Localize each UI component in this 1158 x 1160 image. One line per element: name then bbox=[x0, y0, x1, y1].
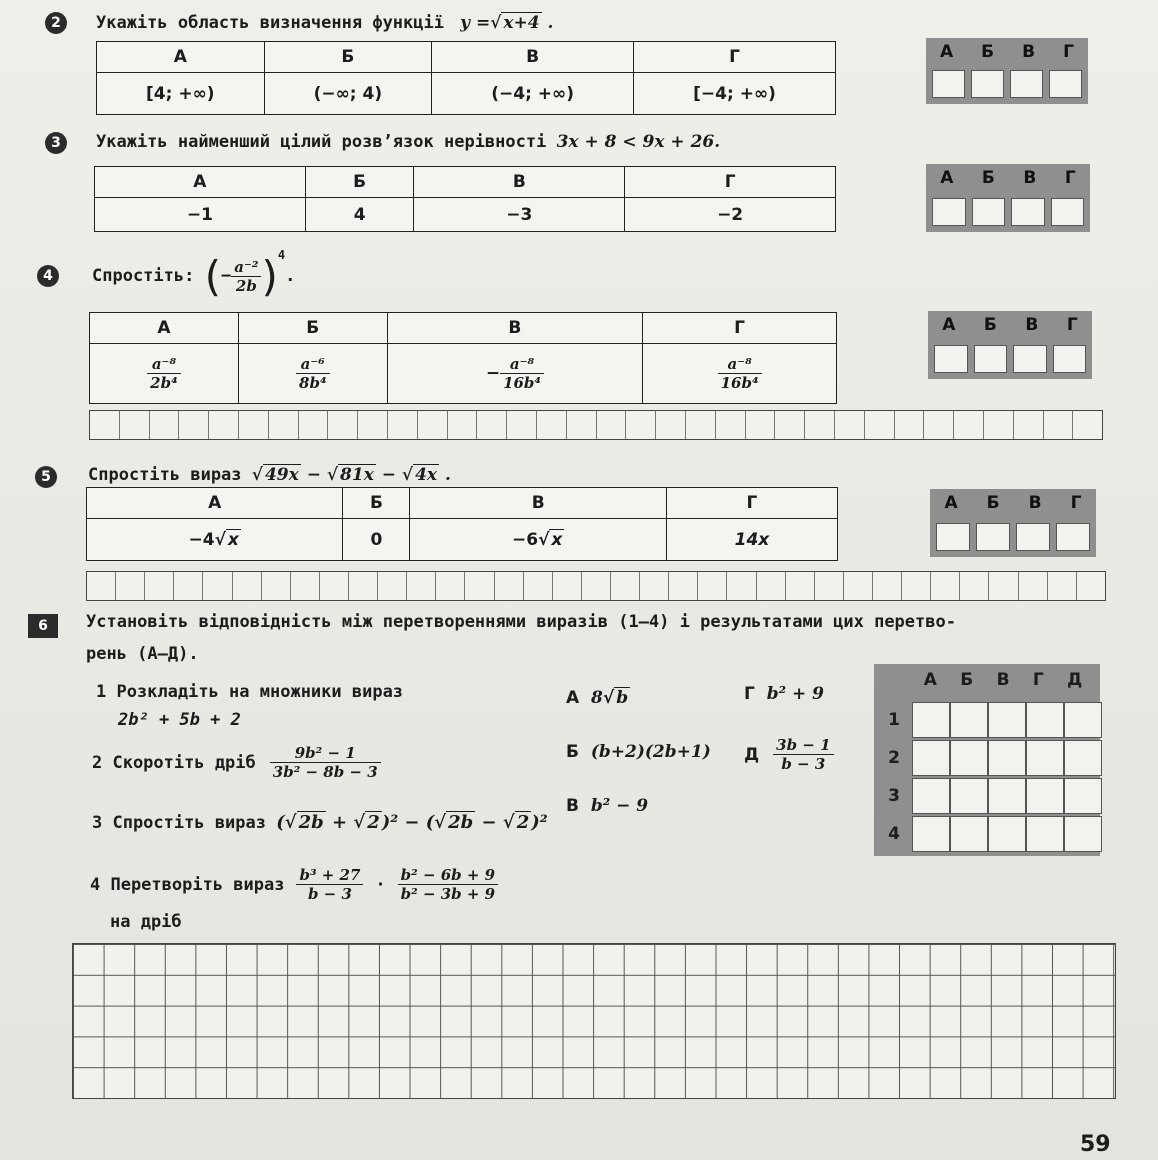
result-d-numerator: 3b − 1 bbox=[773, 736, 833, 755]
option-b[interactable] bbox=[238, 344, 387, 404]
question-5-number: 5 bbox=[35, 466, 57, 488]
option-denominator: 8b⁴ bbox=[299, 374, 327, 392]
option-fraction bbox=[500, 355, 544, 392]
question-3-formula: 3x + 8 < 9x + 26. bbox=[556, 132, 721, 152]
fraction-denominator: 2b bbox=[235, 276, 257, 295]
work-cell[interactable] bbox=[1077, 572, 1105, 600]
option-g[interactable] bbox=[666, 519, 837, 561]
left-paren: ( bbox=[204, 251, 221, 301]
option-header-a: А bbox=[95, 167, 306, 198]
question-6-text-line-1: Установіть відповідність між перетвореннями виразів (1–4) і результатами цих перетво- bbox=[86, 612, 956, 632]
item-4-text: 4 Перетворіть вираз bbox=[90, 874, 285, 895]
result-g-label: Г bbox=[744, 684, 755, 704]
formula-end: . bbox=[444, 465, 451, 485]
item-2-text: 2 Скоротіть дріб bbox=[92, 752, 256, 773]
work-cell[interactable] bbox=[597, 411, 627, 439]
item-3-middle: )² − ( bbox=[381, 812, 435, 833]
expr-power: 4 bbox=[277, 248, 286, 262]
work-cell[interactable] bbox=[716, 411, 746, 439]
work-cell[interactable] bbox=[495, 572, 524, 600]
option-header-b: Б bbox=[305, 167, 414, 198]
grid-row-4: 4 bbox=[888, 824, 900, 844]
work-cell[interactable] bbox=[640, 572, 669, 600]
work-cell[interactable] bbox=[448, 411, 478, 439]
option-g[interactable]: −2 bbox=[625, 198, 836, 232]
question-6-number: 6 bbox=[28, 614, 58, 638]
work-cell[interactable] bbox=[320, 572, 349, 600]
answer-cell-g[interactable] bbox=[1053, 345, 1087, 373]
question-6-work-grid[interactable] bbox=[72, 943, 1116, 1099]
answer-letter-a: А bbox=[940, 168, 954, 188]
formula-radicand: x+4 bbox=[503, 13, 540, 33]
work-cell[interactable] bbox=[1073, 411, 1102, 439]
item-4-numerator-2: b² − 6b + 9 bbox=[398, 866, 498, 885]
answer-cell-a[interactable] bbox=[932, 70, 965, 98]
answer-grid-cell[interactable] bbox=[988, 816, 1026, 852]
answer-grid-cell[interactable] bbox=[988, 740, 1026, 776]
question-5-prompt: Спростіть вираз bbox=[88, 465, 242, 485]
option-header-b: Б bbox=[343, 488, 410, 519]
work-cell[interactable] bbox=[87, 572, 116, 600]
option-header-v: В bbox=[387, 313, 642, 344]
work-cell[interactable] bbox=[757, 572, 786, 600]
result-v-expr: b² − 9 bbox=[590, 796, 649, 816]
item-4-text-2: на дріб bbox=[110, 912, 182, 932]
work-cell[interactable] bbox=[815, 572, 844, 600]
sqrt-sign: √ bbox=[214, 529, 226, 550]
result-d bbox=[744, 736, 834, 773]
answer-grid-cell[interactable] bbox=[1064, 702, 1102, 738]
question-4-number: 4 bbox=[37, 265, 59, 287]
work-cell[interactable] bbox=[145, 572, 174, 600]
answer-grid-cell[interactable] bbox=[988, 778, 1026, 814]
answer-letter-g: Г bbox=[1064, 168, 1076, 188]
option-b[interactable]: (−∞; 4) bbox=[264, 73, 432, 115]
question-2-formula: y =√ x+4 . bbox=[460, 13, 554, 33]
option-g[interactable] bbox=[643, 344, 837, 404]
answer-letter-v: В bbox=[1023, 168, 1037, 188]
option-radicand: x bbox=[227, 529, 239, 550]
answer-grid-cell[interactable] bbox=[1064, 816, 1102, 852]
option-numerator: a⁻⁸ bbox=[500, 355, 544, 374]
option-header-v: В bbox=[414, 167, 625, 198]
work-cell[interactable] bbox=[358, 411, 388, 439]
result-b-label: Б bbox=[566, 742, 579, 762]
answer-grid-cell[interactable] bbox=[1026, 702, 1064, 738]
answer-grid-cell[interactable] bbox=[1026, 816, 1064, 852]
work-cell[interactable] bbox=[611, 572, 640, 600]
option-radicand: x bbox=[551, 529, 563, 550]
answer-letter-b: Б bbox=[981, 42, 995, 62]
option-a[interactable] bbox=[90, 344, 239, 404]
answer-grid-cell[interactable] bbox=[912, 740, 950, 776]
answer-grid-cell[interactable] bbox=[1064, 740, 1102, 776]
answer-letter-g: Г bbox=[1070, 493, 1082, 513]
question-5-formula: √ 49x − √ 81x − √ 4x . bbox=[251, 465, 451, 485]
work-cell[interactable] bbox=[90, 411, 120, 439]
result-a bbox=[566, 688, 630, 708]
result-a-label: А bbox=[566, 688, 580, 708]
work-cell[interactable] bbox=[835, 411, 865, 439]
answer-cell-v[interactable] bbox=[1016, 523, 1050, 551]
question-2-text bbox=[96, 13, 553, 33]
question-4-fraction bbox=[231, 258, 261, 295]
work-cell[interactable] bbox=[931, 572, 960, 600]
radicand-1: 49x bbox=[264, 465, 299, 485]
question-2-number: 2 bbox=[45, 12, 67, 34]
option-v[interactable]: (−4; +∞) bbox=[432, 73, 634, 115]
work-cell[interactable] bbox=[269, 411, 299, 439]
answer-grid-cell[interactable] bbox=[1026, 740, 1064, 776]
work-cell[interactable] bbox=[116, 572, 145, 600]
work-cell[interactable] bbox=[262, 572, 291, 600]
minus-sign: − bbox=[306, 465, 321, 485]
work-cell[interactable] bbox=[349, 572, 378, 600]
grid-row-3: 3 bbox=[888, 786, 900, 806]
work-cell[interactable] bbox=[686, 411, 716, 439]
answer-grid-cell[interactable] bbox=[1064, 778, 1102, 814]
answer-grid-cell[interactable] bbox=[912, 702, 950, 738]
option-sign: − bbox=[485, 363, 501, 384]
option-denominator: 16b⁴ bbox=[503, 374, 541, 392]
result-b-expr: (b+2)(2b+1) bbox=[590, 742, 711, 762]
work-cell[interactable] bbox=[477, 411, 507, 439]
result-d-fraction bbox=[773, 736, 833, 773]
work-cell[interactable] bbox=[746, 411, 776, 439]
option-header-g: Г bbox=[634, 42, 836, 73]
item-2-fraction bbox=[270, 744, 381, 781]
answer-letter-b: Б bbox=[981, 168, 995, 188]
work-cell[interactable] bbox=[418, 411, 448, 439]
grid-row-2: 2 bbox=[888, 748, 900, 768]
work-cell[interactable] bbox=[239, 411, 269, 439]
multiply-dot: · bbox=[375, 874, 386, 895]
work-cell[interactable] bbox=[727, 572, 756, 600]
formula-lhs: y = bbox=[460, 13, 491, 33]
answer-grid-cell[interactable] bbox=[988, 702, 1026, 738]
question-3-number: 3 bbox=[45, 132, 67, 154]
work-cell[interactable] bbox=[1044, 411, 1074, 439]
work-cell[interactable] bbox=[179, 411, 209, 439]
question-4-answer-box bbox=[928, 311, 1092, 379]
option-b[interactable] bbox=[343, 519, 410, 561]
answer-letter-v: В bbox=[1022, 42, 1036, 62]
work-cell[interactable] bbox=[865, 411, 895, 439]
work-cell[interactable] bbox=[669, 572, 698, 600]
option-header-v: В bbox=[432, 42, 634, 73]
answer-cell-v[interactable] bbox=[1011, 198, 1045, 226]
answer-grid-cell[interactable] bbox=[950, 816, 988, 852]
work-cell[interactable] bbox=[775, 411, 805, 439]
question-5-options-table bbox=[86, 487, 838, 561]
work-cell[interactable] bbox=[553, 572, 582, 600]
right-paren: ) bbox=[261, 251, 278, 301]
question-2-prompt: Укажіть область визначення функції bbox=[96, 13, 444, 33]
page-number: 59 bbox=[1080, 1132, 1111, 1157]
answer-letter-v: В bbox=[1028, 493, 1042, 513]
option-header-b: Б bbox=[238, 313, 387, 344]
question-3-prompt: Укажіть найменший цілий розв’язок нерівності bbox=[96, 132, 547, 152]
item-3-text: 3 Спростіть вираз bbox=[92, 812, 266, 833]
item-3-expr: (√ 2b + √ 2 )² − (√ 2b − √ 2 )² bbox=[270, 812, 548, 833]
work-cell[interactable] bbox=[209, 411, 239, 439]
option-header-a: А bbox=[97, 42, 265, 73]
option-fraction bbox=[296, 355, 330, 392]
option-header-g: Г bbox=[625, 167, 836, 198]
grid-col-g: Г bbox=[1032, 670, 1044, 690]
item-4-fraction-2 bbox=[398, 866, 498, 903]
option-fraction bbox=[718, 355, 762, 392]
answer-letter-v: В bbox=[1025, 315, 1039, 335]
item-3-radicand-3: 2b bbox=[448, 812, 474, 833]
question-6-answer-grid bbox=[874, 664, 1100, 856]
work-cell[interactable] bbox=[805, 411, 835, 439]
item-4-denominator-2: b² − 3b + 9 bbox=[400, 885, 496, 903]
question-4-prompt: Спростіть: bbox=[92, 266, 195, 286]
grid-col-d: Д bbox=[1067, 670, 1083, 690]
item-3-radicand-1: 2b bbox=[298, 812, 324, 833]
item-1-text: 1 Розкладіть на множники вираз bbox=[96, 682, 404, 702]
answer-letter-g: Г bbox=[1066, 315, 1078, 335]
question-4-text bbox=[92, 248, 295, 304]
option-b[interactable]: 4 bbox=[305, 198, 414, 232]
work-cell[interactable] bbox=[465, 572, 494, 600]
option-header-a: А bbox=[87, 488, 343, 519]
work-cell[interactable] bbox=[873, 572, 902, 600]
answer-letter-a: А bbox=[942, 315, 956, 335]
work-cell[interactable] bbox=[902, 572, 931, 600]
work-cell[interactable] bbox=[984, 411, 1014, 439]
question-3-answer-box bbox=[926, 164, 1090, 232]
answer-cell-a[interactable] bbox=[934, 345, 968, 373]
work-cell[interactable] bbox=[960, 572, 989, 600]
sqrt-sign: √ bbox=[602, 688, 615, 708]
option-a[interactable]: [4; +∞) bbox=[97, 73, 265, 115]
answer-cell-a[interactable] bbox=[936, 523, 970, 551]
work-cell[interactable] bbox=[203, 572, 232, 600]
option-header-g: Г bbox=[643, 313, 837, 344]
option-fraction bbox=[147, 355, 181, 392]
work-cell[interactable] bbox=[537, 411, 567, 439]
work-cell[interactable] bbox=[150, 411, 180, 439]
answer-grid-cell[interactable] bbox=[912, 816, 950, 852]
sqrt-sign: √ bbox=[538, 529, 550, 550]
item-3-radicand-2: 2 bbox=[367, 812, 380, 833]
grid-col-a: А bbox=[923, 670, 937, 690]
answer-cell-g[interactable] bbox=[1056, 523, 1090, 551]
answer-cell-b[interactable] bbox=[976, 523, 1010, 551]
work-cell[interactable] bbox=[582, 572, 611, 600]
answer-cell-b[interactable] bbox=[971, 70, 1004, 98]
question-2-options-table bbox=[96, 41, 836, 115]
work-cell[interactable] bbox=[844, 572, 873, 600]
option-denominator: 2b⁴ bbox=[150, 374, 178, 392]
radicand-2: 81x bbox=[340, 465, 374, 485]
question-4-work-strip[interactable] bbox=[89, 410, 1103, 440]
option-header-a: А bbox=[90, 313, 239, 344]
work-cell[interactable] bbox=[524, 572, 553, 600]
option-header-v: В bbox=[410, 488, 666, 519]
option-a[interactable]: −1 bbox=[95, 198, 306, 232]
question-2-answer-box bbox=[926, 38, 1088, 104]
expr-end: . bbox=[285, 266, 296, 286]
item-3-radicand-4: 2 bbox=[516, 812, 530, 833]
answer-cell-g[interactable] bbox=[1051, 198, 1085, 226]
question-3-options-table bbox=[94, 166, 836, 232]
result-v-label: В bbox=[566, 796, 579, 816]
work-cell[interactable] bbox=[328, 411, 358, 439]
grid-col-v: В bbox=[996, 670, 1010, 690]
result-d-denominator: b − 3 bbox=[781, 755, 826, 773]
answer-letter-g: Г bbox=[1063, 42, 1074, 62]
result-d-label: Д bbox=[744, 744, 760, 765]
answer-grid-cell[interactable] bbox=[950, 778, 988, 814]
work-cell[interactable] bbox=[507, 411, 537, 439]
result-v bbox=[566, 796, 648, 816]
answer-grid-cell[interactable] bbox=[950, 740, 988, 776]
work-cell[interactable] bbox=[954, 411, 984, 439]
work-cell[interactable] bbox=[626, 411, 656, 439]
answer-cell-b[interactable] bbox=[972, 198, 1006, 226]
option-denominator: 16b⁴ bbox=[720, 374, 759, 392]
result-a-radicand: b bbox=[616, 688, 629, 708]
formula-end: . bbox=[547, 13, 554, 33]
work-cell[interactable] bbox=[436, 572, 465, 600]
question-5-text bbox=[88, 465, 451, 485]
work-cell[interactable] bbox=[299, 411, 329, 439]
grid-row-1: 1 bbox=[888, 710, 900, 730]
answer-letter-a: А bbox=[940, 42, 954, 62]
answer-letter-b: Б bbox=[983, 315, 997, 335]
work-cell[interactable] bbox=[786, 572, 815, 600]
answer-cell-g[interactable] bbox=[1049, 70, 1082, 98]
question-5-work-strip[interactable] bbox=[86, 571, 1106, 601]
option-coefficient: −4 bbox=[188, 529, 215, 550]
item-4-numerator-1: b³ + 27 bbox=[296, 866, 363, 885]
result-a-coefficient: 8 bbox=[591, 688, 603, 708]
work-cell[interactable] bbox=[567, 411, 597, 439]
item-4-denominator-1: b − 3 bbox=[307, 885, 352, 903]
work-cell[interactable] bbox=[656, 411, 686, 439]
answer-cell-v[interactable] bbox=[1010, 70, 1043, 98]
question-6-text-line-2: рень (А–Д). bbox=[86, 644, 199, 664]
option-a[interactable] bbox=[87, 519, 343, 561]
item-1-expr: 2b² + 5b + 2 bbox=[118, 710, 241, 730]
answer-letter-a: А bbox=[944, 493, 958, 513]
work-cell[interactable] bbox=[378, 572, 407, 600]
item-4 bbox=[90, 866, 498, 903]
question-4-options-table bbox=[89, 312, 837, 404]
answer-letter-b: Б bbox=[986, 493, 1000, 513]
work-cell[interactable] bbox=[1014, 411, 1044, 439]
expr-sign: − bbox=[221, 266, 232, 286]
fraction-numerator: a⁻² bbox=[231, 258, 261, 277]
radicand-3: 4x bbox=[415, 465, 438, 485]
grid-column-headers bbox=[912, 670, 1094, 690]
option-header-g: Г bbox=[666, 488, 837, 519]
work-cell[interactable] bbox=[1048, 572, 1077, 600]
option-g[interactable]: [−4; +∞) bbox=[634, 73, 836, 115]
work-cell[interactable] bbox=[388, 411, 418, 439]
work-cell[interactable] bbox=[924, 411, 954, 439]
option-v[interactable]: −3 bbox=[414, 198, 625, 232]
work-cell[interactable] bbox=[698, 572, 727, 600]
answer-grid-cell[interactable] bbox=[912, 778, 950, 814]
option-v[interactable] bbox=[410, 519, 666, 561]
answer-cell-a[interactable] bbox=[932, 198, 966, 226]
answer-cell-b[interactable] bbox=[974, 345, 1008, 373]
result-g-expr: b² + 9 bbox=[766, 684, 824, 704]
item-2-numerator: 9b² − 1 bbox=[270, 744, 381, 763]
option-header-b: Б bbox=[264, 42, 432, 73]
grid-col-b: Б bbox=[960, 670, 974, 690]
work-cell[interactable] bbox=[120, 411, 150, 439]
answer-grid-cell[interactable] bbox=[1026, 778, 1064, 814]
option-numerator: a⁻⁶ bbox=[296, 355, 330, 374]
question-3-text bbox=[96, 132, 720, 152]
option-coefficient: −6 bbox=[511, 529, 539, 550]
option-value: 14x bbox=[734, 529, 770, 550]
item-2-denominator: 3b² − 8b − 3 bbox=[272, 763, 378, 781]
minus-sign: − bbox=[381, 465, 396, 485]
work-cell[interactable] bbox=[989, 572, 1018, 600]
item-4-fraction-1 bbox=[296, 866, 363, 903]
item-3 bbox=[92, 812, 548, 833]
work-cell[interactable] bbox=[233, 572, 262, 600]
option-value: 0 bbox=[370, 529, 383, 550]
item-2 bbox=[92, 744, 381, 781]
work-cell[interactable] bbox=[291, 572, 320, 600]
result-g bbox=[744, 684, 824, 704]
option-numerator: a⁻⁸ bbox=[718, 355, 762, 374]
question-5-answer-box bbox=[930, 489, 1096, 557]
work-cell[interactable] bbox=[407, 572, 436, 600]
answer-cell-v[interactable] bbox=[1013, 345, 1047, 373]
option-v[interactable] bbox=[387, 344, 642, 404]
work-cell[interactable] bbox=[174, 572, 203, 600]
work-cell[interactable] bbox=[895, 411, 925, 439]
option-numerator: a⁻⁸ bbox=[147, 355, 181, 374]
work-cell[interactable] bbox=[1019, 572, 1048, 600]
result-b bbox=[566, 742, 711, 762]
answer-grid-cell[interactable] bbox=[950, 702, 988, 738]
